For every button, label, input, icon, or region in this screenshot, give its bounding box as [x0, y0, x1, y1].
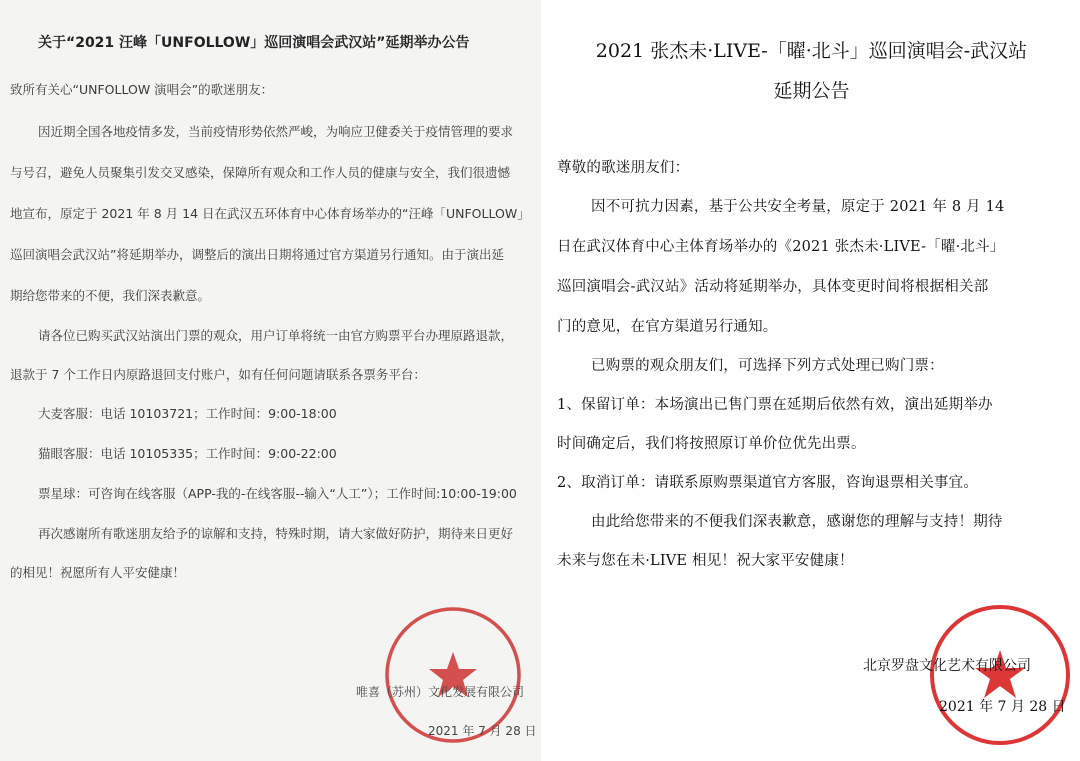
left-paragraph-line: 的相见！祝愿所有人平安健康！: [10, 565, 186, 580]
left-paragraph-line: 退款于 7 个工作日内原路退回支付账户，如有任何问题请联系各票务平台：: [10, 367, 426, 382]
left-title: 关于“2021 汪峰「UNFOLLOW」巡回演唱会武汉站”延期举办公告: [38, 35, 470, 51]
right-title-line1: 2021 张杰未·LIVE-「曜·北斗」巡回演唱会-武汉站: [595, 40, 1028, 62]
left-paragraph-line: 因近期全国各地疫情多发，当前疫情形势依然严峻，为响应卫健委关于疫情管理的要求: [38, 124, 514, 139]
left-hotline-piaoxingqiu: 票星球：可咨询在线客服（APP-我的-在线客服--输入“人工”）；工作时间:10:00-19:00: [38, 486, 517, 501]
left-hotline-damai: 大麦客服：电话 10103721；工作时间：9:00-18:00: [38, 406, 337, 421]
left-paragraph-line: 请各位已购买武汉站演出门票的观众，用户订单将统一由官方购票平台办理原路退款，: [38, 328, 514, 343]
right-option-keep: 1、保留订单：本场演出已售门票在延期后依然有效，演出延期举办: [557, 397, 993, 413]
right-signature: 北京罗盘文化艺术有限公司: [863, 658, 1031, 674]
left-paragraph-line: 巡回演唱会武汉站”将延期举办，调整后的演出日期将通过官方渠道另行通知。由于演出延: [10, 247, 504, 262]
right-paragraph-line: 门的意见，在官方渠道另行通知。: [557, 319, 778, 335]
left-paragraph-line: 期给您带来的不便，我们深表歉意。: [10, 288, 211, 303]
right-paragraph-line: 未来与您在未·LIVE 相见！祝大家平安健康！: [557, 553, 854, 569]
right-option-cancel: 2、取消订单：请联系原购票渠道官方客服，咨询退票相关事宜。: [557, 475, 979, 491]
right-paragraph-line: 时间确定后，我们将按照原订单价位优先出票。: [557, 436, 866, 452]
left-hotline-maoyan: 猫眼客服：电话 10105335；工作时间：9:00-22:00: [38, 446, 337, 461]
left-date: 2021 年 7 月 28 日: [428, 724, 537, 738]
left-salutation: 致所有关心“UNFOLLOW 演唱会”的歌迷朋友：: [10, 82, 274, 97]
left-paragraph-line: 地宣布，原定于 2021 年 8 月 14 日在武汉五环体育中心体育场举办的“汪峰「UNFOLLOW」: [10, 206, 530, 221]
right-paragraph-line: 巡回演唱会-武汉站》活动将延期举办，具体变更时间将根据相关部: [557, 279, 989, 295]
left-signature: 唯喜（苏州）文化发展有限公司: [356, 685, 525, 699]
right-paragraph-line: 已购票的观众朋友们，可选择下列方式处理已购门票：: [591, 358, 944, 374]
right-paragraph-line: 因不可抗力因素，基于公共安全考量，原定于 2021 年 8 月 14: [591, 199, 1005, 215]
right-announcement: [543, 0, 1080, 761]
right-salutation: 尊敬的歌迷朋友们：: [557, 160, 690, 176]
left-paragraph-line: 与号召，避免人员聚集引发交叉感染，保障所有观众和工作人员的健康与安全，我们很遗憾: [10, 165, 511, 180]
right-paragraph-line: 由此给您带来的不便我们深表歉意，感谢您的理解与支持！期待: [591, 514, 1003, 530]
right-title-line2: 延期公告: [773, 80, 850, 102]
left-paragraph-line: 再次感谢所有歌迷朋友给予的谅解和支持，特殊时期，请大家做好防护，期待来日更好: [38, 526, 514, 541]
right-company-seal: [925, 600, 1075, 750]
right-paragraph-line: 日在武汉体育中心主体育场举办的《2021 张杰未·LIVE-「曜·北斗」: [557, 239, 1005, 255]
right-date: 2021 年 7 月 28 日: [939, 699, 1066, 715]
